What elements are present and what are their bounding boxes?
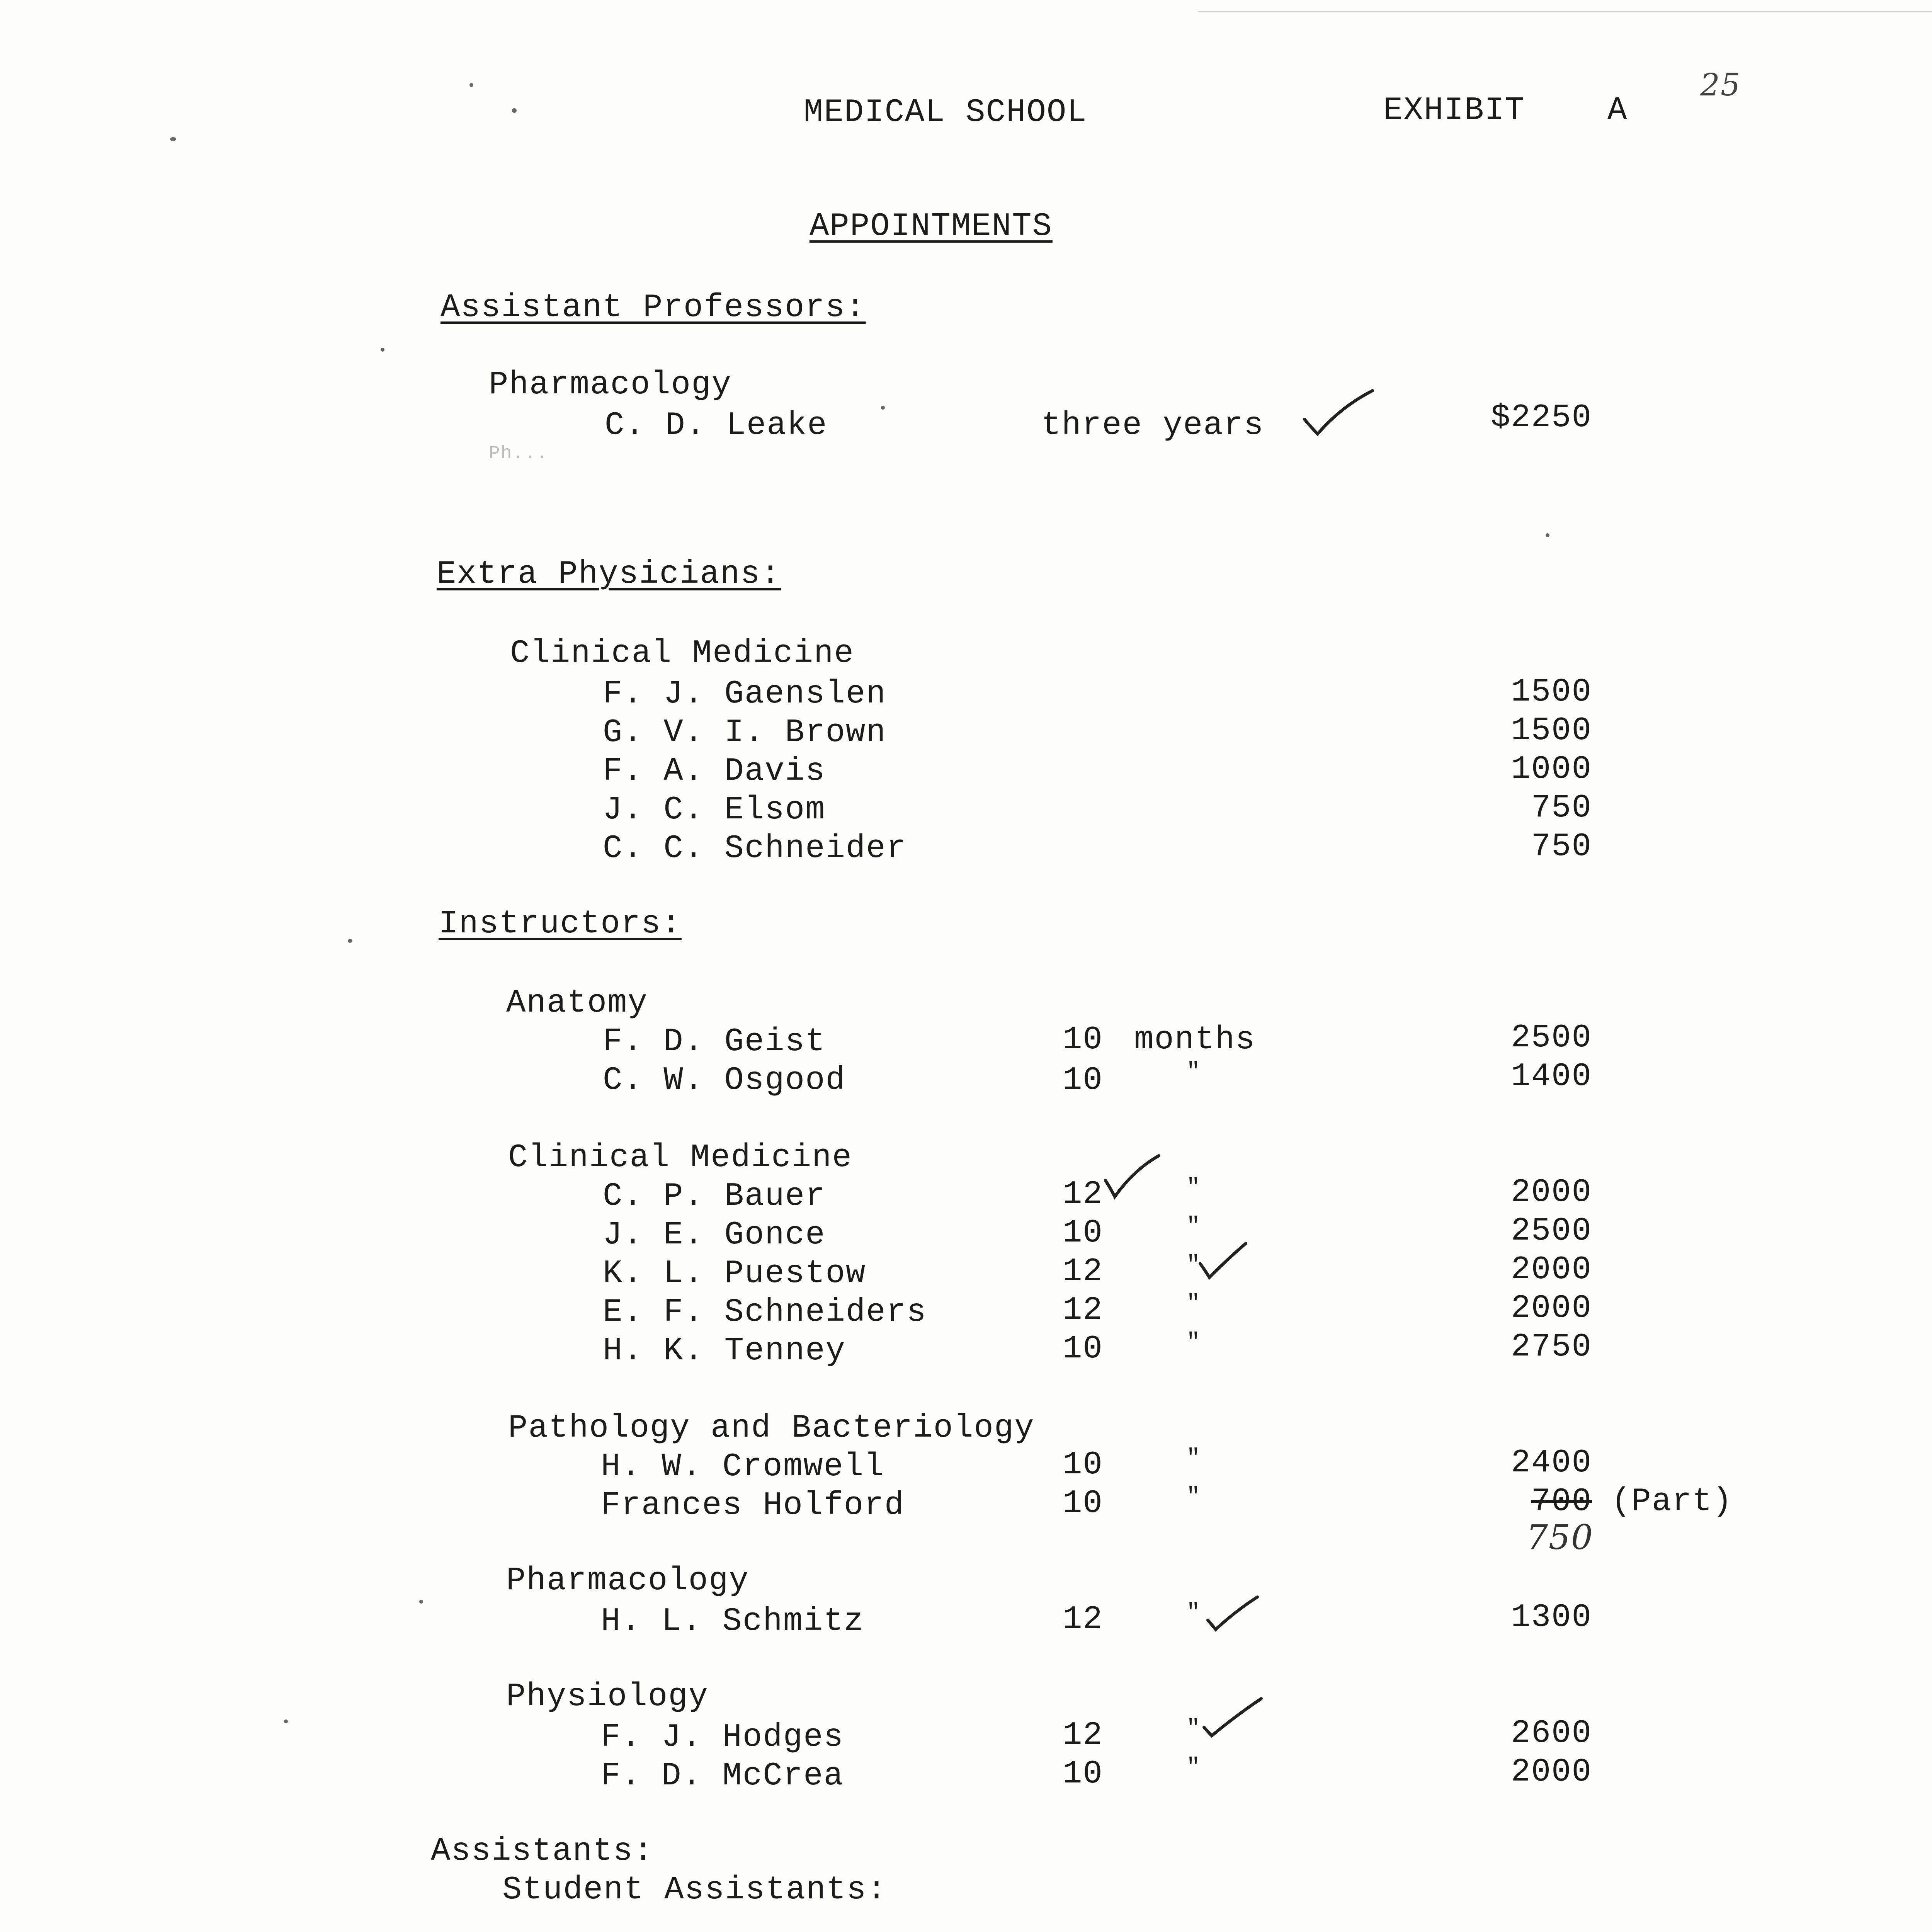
ditto-mark: " [1186, 1330, 1201, 1356]
salary: 750 [1531, 790, 1592, 827]
ditto-mark: " [1186, 1446, 1201, 1472]
person-name: F. D. McCrea [601, 1758, 844, 1794]
salary: 2500 [1511, 1213, 1592, 1250]
checkmark-icon [1198, 1240, 1248, 1283]
section-heading-assistants: Assistants: [431, 1833, 654, 1870]
person-name: E. F. Schneiders [603, 1294, 927, 1331]
salary: 1500 [1511, 674, 1592, 711]
dept-pharmacology: Pharmacology [489, 367, 732, 403]
person-name: G. V. I. Brown [603, 714, 886, 751]
person-name: F. J. Hodges [601, 1719, 844, 1756]
dept-physiology: Physiology [506, 1679, 709, 1715]
checkmark-icon [1202, 1696, 1264, 1739]
term: 12 [1063, 1292, 1103, 1329]
term: 10 [1063, 1062, 1103, 1099]
person-name: C. D. Leake [605, 407, 828, 444]
person-name: J. E. Gonce [603, 1217, 826, 1253]
person-name: J. C. Elsom [603, 792, 826, 828]
term: three years [1041, 407, 1264, 444]
note: (Part) [1611, 1483, 1733, 1520]
salary: 2000 [1511, 1754, 1592, 1791]
ditto-mark: " [1186, 1175, 1201, 1201]
person-name: F. A. Davis [603, 753, 826, 790]
term: 12 [1063, 1253, 1103, 1290]
scan-speck [170, 137, 176, 141]
salary-struck: 700 [1531, 1483, 1592, 1520]
salary: 1000 [1511, 751, 1592, 788]
subheading-student-assistants: Student Assistants: [502, 1872, 887, 1908]
section-heading-instructors: Instructors: [439, 906, 682, 942]
page-number: 25 [1700, 67, 1741, 103]
salary: 2750 [1511, 1329, 1592, 1366]
salary: 2600 [1511, 1715, 1592, 1752]
salary: 2000 [1511, 1290, 1592, 1327]
scan-speck [348, 939, 352, 943]
page-title: APPOINTMENTS [810, 208, 1053, 245]
section-heading-extra-physicians: Extra Physicians: [437, 556, 781, 593]
ditto-mark: " [1186, 1252, 1201, 1279]
checkmark-icon [1206, 1594, 1260, 1633]
dept-clinical-medicine: Clinical Medicine [508, 1139, 852, 1176]
dept-clinical-medicine: Clinical Medicine [510, 635, 854, 672]
dept-pharmacology: Pharmacology [506, 1563, 749, 1599]
scan-edge-top [1198, 11, 1932, 12]
person-name: F. J. Gaenslen [603, 676, 886, 713]
school-name: MEDICAL SCHOOL [804, 94, 1087, 131]
term: 10 [1063, 1485, 1103, 1522]
ditto-mark: " [1186, 1716, 1201, 1742]
salary: 2000 [1511, 1252, 1592, 1288]
person-name: C. P. Bauer [603, 1178, 826, 1215]
salary: 2000 [1511, 1174, 1592, 1211]
term: 12 [1063, 1601, 1103, 1638]
person-name: H. L. Schmitz [601, 1603, 864, 1640]
scan-speck [381, 348, 384, 352]
salary: 1300 [1511, 1599, 1592, 1636]
person-name: C. W. Osgood [603, 1062, 846, 1099]
salary: 750 [1531, 828, 1592, 865]
person-name: C. C. Schneider [603, 830, 907, 867]
person-name: H. W. Cromwell [601, 1449, 884, 1485]
term-unit: months [1134, 1022, 1256, 1058]
scan-speck [881, 406, 885, 410]
person-name: K. L. Puestow [603, 1255, 866, 1292]
checkmark-icon [1103, 1153, 1161, 1204]
ditto-mark: " [1186, 1755, 1201, 1781]
term: 10 [1063, 1215, 1103, 1252]
exhibit-label: EXHIBIT [1383, 92, 1525, 129]
salary: 2400 [1511, 1445, 1592, 1481]
dept-anatomy: Anatomy [506, 985, 648, 1022]
term: 12 [1063, 1717, 1103, 1754]
ditto-mark: " [1186, 1484, 1201, 1510]
ditto-mark: " [1186, 1214, 1201, 1240]
scan-speck [469, 83, 473, 87]
scan-speck [419, 1600, 423, 1604]
dept-pathology-bacteriology: Pathology and Bacteriology [508, 1410, 1035, 1447]
corrected-salary: 750 [1526, 1517, 1594, 1557]
person-name: F. D. Geist [603, 1024, 826, 1060]
salary: 1400 [1511, 1058, 1592, 1095]
scan-speck [284, 1719, 288, 1723]
ditto-mark: " [1186, 1291, 1201, 1317]
faded-text: Ph... [489, 443, 549, 464]
exhibit-letter: A [1607, 92, 1628, 129]
term: 10 [1063, 1022, 1103, 1058]
person-name: H. K. Tenney [603, 1333, 846, 1369]
checkmark-icon [1302, 388, 1376, 439]
term: 10 [1063, 1447, 1103, 1483]
salary: $2250 [1490, 400, 1592, 436]
term: 12 [1063, 1176, 1103, 1213]
ditto-mark: " [1186, 1600, 1201, 1626]
section-heading-assistant-professors: Assistant Professors: [440, 289, 866, 326]
scan-speck [1546, 533, 1549, 537]
ditto-mark: " [1186, 1059, 1201, 1085]
term: 10 [1063, 1331, 1103, 1367]
salary: 2500 [1511, 1020, 1592, 1056]
term: 10 [1063, 1756, 1103, 1793]
person-name: Frances Holford [601, 1487, 905, 1524]
salary: 1500 [1511, 713, 1592, 749]
scan-speck [512, 108, 517, 113]
